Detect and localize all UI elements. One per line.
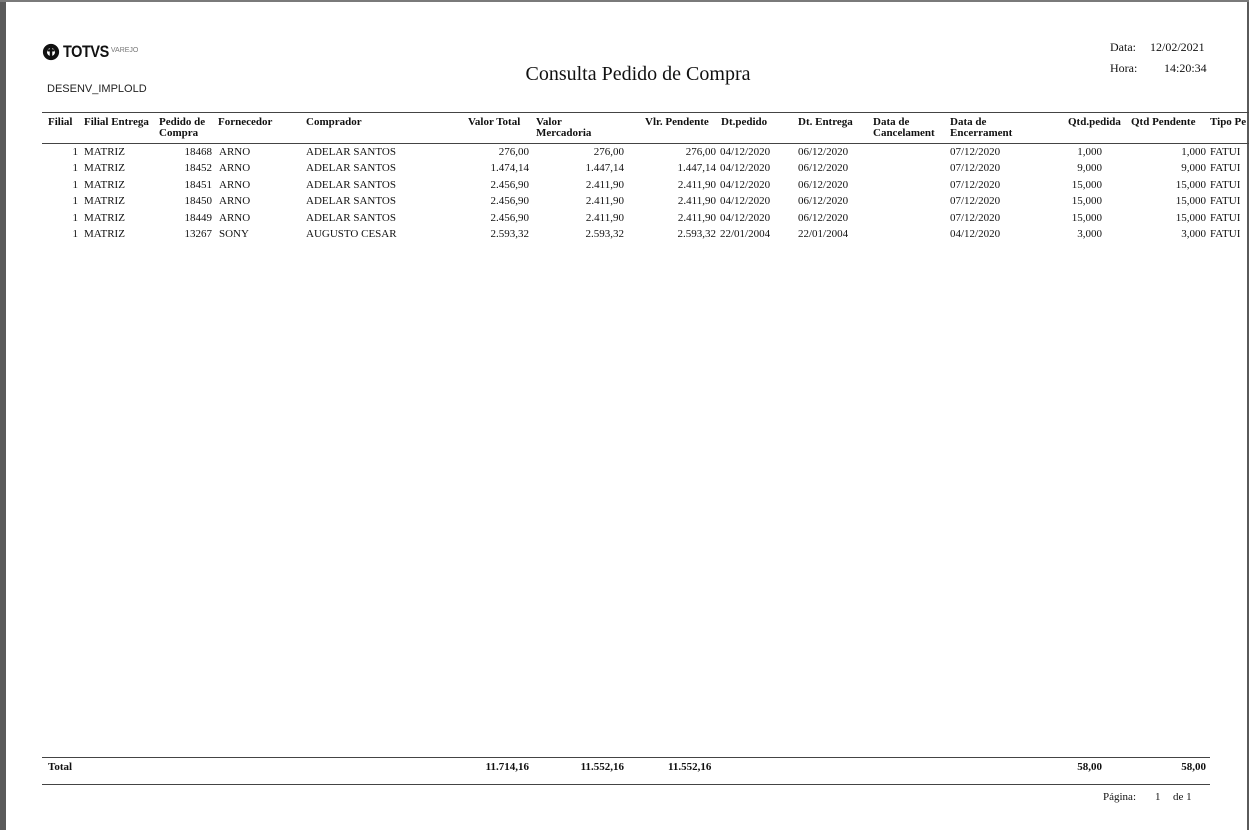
- date-label: Data:: [1110, 40, 1136, 54]
- cell-qtd-pedida: 3,000: [1077, 228, 1102, 240]
- cell-fornecedor: ARNO: [219, 211, 251, 224]
- cell-filial-entrega: MATRIZ: [84, 178, 125, 191]
- environment-label: DESENV_IMPLOLD: [47, 83, 147, 95]
- cell-qtd-pendente: 15,000: [1175, 211, 1206, 224]
- cell-filial: 1: [72, 228, 78, 240]
- cell-valor-mercadoria: 276,00: [593, 146, 624, 158]
- cell-pedido: 18452: [184, 162, 212, 175]
- page-number: 1: [1155, 791, 1161, 803]
- cell-tipo: FATUI: [1210, 211, 1241, 224]
- totvs-logo-icon: [42, 43, 60, 61]
- cell-data-encerramento: 04/12/2020: [950, 228, 1001, 240]
- window-frame-left: [0, 0, 6, 830]
- cell-filial: 1: [72, 195, 78, 208]
- cell-comprador: AUGUSTO CESAR: [306, 228, 397, 240]
- total-qtd-pedida: 58,00: [1077, 761, 1102, 773]
- col-data-cancelamento-line2: Cancelament: [873, 127, 935, 139]
- page-total: de 1: [1173, 791, 1192, 803]
- totals-label: Total: [48, 761, 73, 773]
- col-dt-entrega: Dt. Entrega: [798, 116, 853, 128]
- logo-subtitle: VAREJO: [110, 46, 139, 54]
- cell-comprador: ADELAR SANTOS: [306, 146, 396, 158]
- logo-wordmark: TOTVS: [63, 42, 109, 61]
- cell-dt-pedido: 04/12/2020: [720, 195, 771, 208]
- cell-pedido: 18449: [184, 211, 212, 224]
- col-pedido-line1: Pedido de: [159, 116, 206, 128]
- header-rule: [42, 112, 1249, 113]
- col-data-encerramento-line1: Data de: [950, 116, 987, 128]
- date-value: 12/02/2021: [1150, 40, 1205, 54]
- cell-filial: 1: [72, 146, 78, 158]
- cell-data-encerramento: 07/12/2020: [950, 211, 1001, 224]
- col-comprador: Comprador: [306, 116, 362, 128]
- cell-qtd-pendente: 15,000: [1175, 195, 1206, 208]
- cell-fornecedor: ARNO: [219, 178, 251, 191]
- columns-rule: [42, 143, 1249, 144]
- cell-dt-pedido: 04/12/2020: [720, 211, 771, 224]
- cell-data-encerramento: 07/12/2020: [950, 195, 1001, 208]
- cell-dt-entrega: 06/12/2020: [798, 162, 849, 175]
- cell-valor-total: 276,00: [498, 146, 529, 158]
- total-qtd-pendente: 58,00: [1181, 761, 1206, 773]
- cell-filial: 1: [72, 211, 78, 224]
- cell-pedido: 18451: [184, 178, 212, 191]
- col-vlr-pendente: Vlr. Pendente: [645, 116, 709, 128]
- cell-comprador: ADELAR SANTOS: [306, 178, 396, 191]
- totals-rule-bottom: [42, 784, 1210, 785]
- cell-qtd-pedida: 1,000: [1077, 146, 1102, 158]
- cell-valor-total: 2.593,32: [490, 228, 529, 240]
- cell-fornecedor: ARNO: [219, 146, 251, 158]
- col-filial-entrega: Filial Entrega: [84, 116, 149, 128]
- cell-vlr-pendente: 2.411,90: [677, 178, 716, 191]
- cell-filial-entrega: MATRIZ: [84, 146, 125, 158]
- cell-tipo: FATUI: [1210, 178, 1241, 191]
- cell-tipo: FATUI: [1210, 146, 1241, 158]
- cell-filial-entrega: MATRIZ: [84, 211, 125, 224]
- cell-fornecedor: ARNO: [219, 195, 251, 208]
- cell-dt-pedido: 04/12/2020: [720, 162, 771, 175]
- cell-comprador: ADELAR SANTOS: [306, 211, 396, 224]
- col-filial: Filial: [48, 116, 73, 128]
- cell-filial-entrega: MATRIZ: [84, 195, 125, 208]
- cell-valor-total: 2.456,90: [490, 178, 529, 191]
- cell-filial-entrega: MATRIZ: [84, 162, 125, 175]
- cell-qtd-pendente: 9,000: [1181, 162, 1206, 175]
- col-data-cancelamento: [873, 117, 935, 139]
- cell-vlr-pendente: 2.593,32: [677, 228, 716, 240]
- cell-pedido: 13267: [184, 228, 212, 240]
- cell-valor-mercadoria: 2.411,90: [585, 211, 624, 224]
- cell-tipo: FATUI: [1210, 162, 1241, 175]
- col-fornecedor: Fornecedor: [218, 116, 273, 128]
- report-title: Consulta Pedido de Compra: [525, 63, 751, 85]
- cell-vlr-pendente: 2.411,90: [677, 195, 716, 208]
- cell-valor-total: 2.456,90: [490, 195, 529, 208]
- col-valor-total: Valor Total: [468, 116, 521, 128]
- cell-dt-entrega: 06/12/2020: [798, 178, 849, 191]
- total-valor-total: 11.714,16: [485, 761, 529, 773]
- cell-valor-total: 2.456,90: [490, 211, 529, 224]
- cell-dt-entrega: 06/12/2020: [798, 146, 849, 158]
- cell-dt-entrega: 06/12/2020: [798, 211, 849, 224]
- time-label: Hora:: [1110, 61, 1138, 75]
- cell-comprador: ADELAR SANTOS: [306, 195, 396, 208]
- col-qtd-pendente: Qtd Pendente: [1131, 116, 1196, 128]
- col-data-encerramento: [950, 117, 1012, 139]
- col-valor-mercadoria-line1: Valor: [536, 116, 562, 128]
- cell-valor-mercadoria: 2.593,32: [585, 228, 624, 240]
- cell-fornecedor: SONY: [219, 228, 249, 240]
- cell-dt-pedido: 04/12/2020: [720, 146, 771, 158]
- totvs-logo: [42, 40, 138, 64]
- cell-qtd-pedida: 9,000: [1077, 162, 1102, 175]
- col-valor-mercadoria: [536, 117, 591, 139]
- cell-comprador: ADELAR SANTOS: [306, 162, 396, 175]
- cell-data-encerramento: 07/12/2020: [950, 146, 1001, 158]
- cell-filial: 1: [72, 162, 78, 175]
- col-dt-pedido: Dt.pedido: [721, 116, 768, 128]
- cell-filial: 1: [72, 178, 78, 191]
- col-qtd-pedida: Qtd.pedida: [1068, 116, 1121, 128]
- cell-filial-entrega: MATRIZ: [84, 228, 125, 240]
- col-valor-mercadoria-line2: Mercadoria: [536, 127, 592, 139]
- page-label: Página:: [1103, 791, 1136, 803]
- cell-fornecedor: ARNO: [219, 162, 251, 175]
- cell-dt-entrega: 22/01/2004: [798, 228, 849, 240]
- cell-qtd-pendente: 15,000: [1175, 178, 1206, 191]
- cell-valor-mercadoria: 1.447,14: [585, 162, 624, 175]
- col-data-cancelamento-line1: Data de: [873, 116, 910, 128]
- window-frame-top: [0, 0, 1249, 2]
- cell-dt-entrega: 06/12/2020: [798, 195, 849, 208]
- col-data-encerramento-line2: Encerrament: [950, 127, 1013, 139]
- cell-data-encerramento: 07/12/2020: [950, 162, 1001, 175]
- cell-qtd-pendente: 1,000: [1181, 146, 1206, 158]
- cell-vlr-pendente: 1.447,14: [677, 162, 716, 175]
- time-value: 14:20:34: [1164, 61, 1207, 75]
- cell-valor-total: 1.474,14: [490, 162, 529, 175]
- total-vlr-pendente: 11.552,16: [668, 761, 712, 773]
- col-pedido: [159, 117, 205, 139]
- cell-qtd-pedida: 15,000: [1071, 178, 1102, 191]
- total-valor-mercadoria: 11.552,16: [580, 761, 624, 773]
- cell-qtd-pedida: 15,000: [1071, 195, 1102, 208]
- cell-pedido: 18450: [184, 195, 212, 208]
- cell-vlr-pendente: 2.411,90: [677, 211, 716, 224]
- cell-tipo: FATUI: [1210, 228, 1241, 240]
- cell-dt-pedido: 04/12/2020: [720, 178, 771, 191]
- cell-qtd-pedida: 15,000: [1071, 211, 1102, 224]
- cell-qtd-pendente: 3,000: [1181, 228, 1206, 240]
- totals-rule-top: [42, 757, 1210, 758]
- cell-valor-mercadoria: 2.411,90: [585, 195, 624, 208]
- cell-vlr-pendente: 276,00: [685, 146, 716, 158]
- col-tipo: Tipo Pe: [1210, 116, 1247, 128]
- cell-valor-mercadoria: 2.411,90: [585, 178, 624, 191]
- col-pedido-line2: Compra: [159, 127, 199, 139]
- cell-dt-pedido: 22/01/2004: [720, 228, 771, 240]
- cell-data-encerramento: 07/12/2020: [950, 178, 1001, 191]
- cell-tipo: FATUI: [1210, 195, 1241, 208]
- cell-pedido: 18468: [184, 146, 212, 158]
